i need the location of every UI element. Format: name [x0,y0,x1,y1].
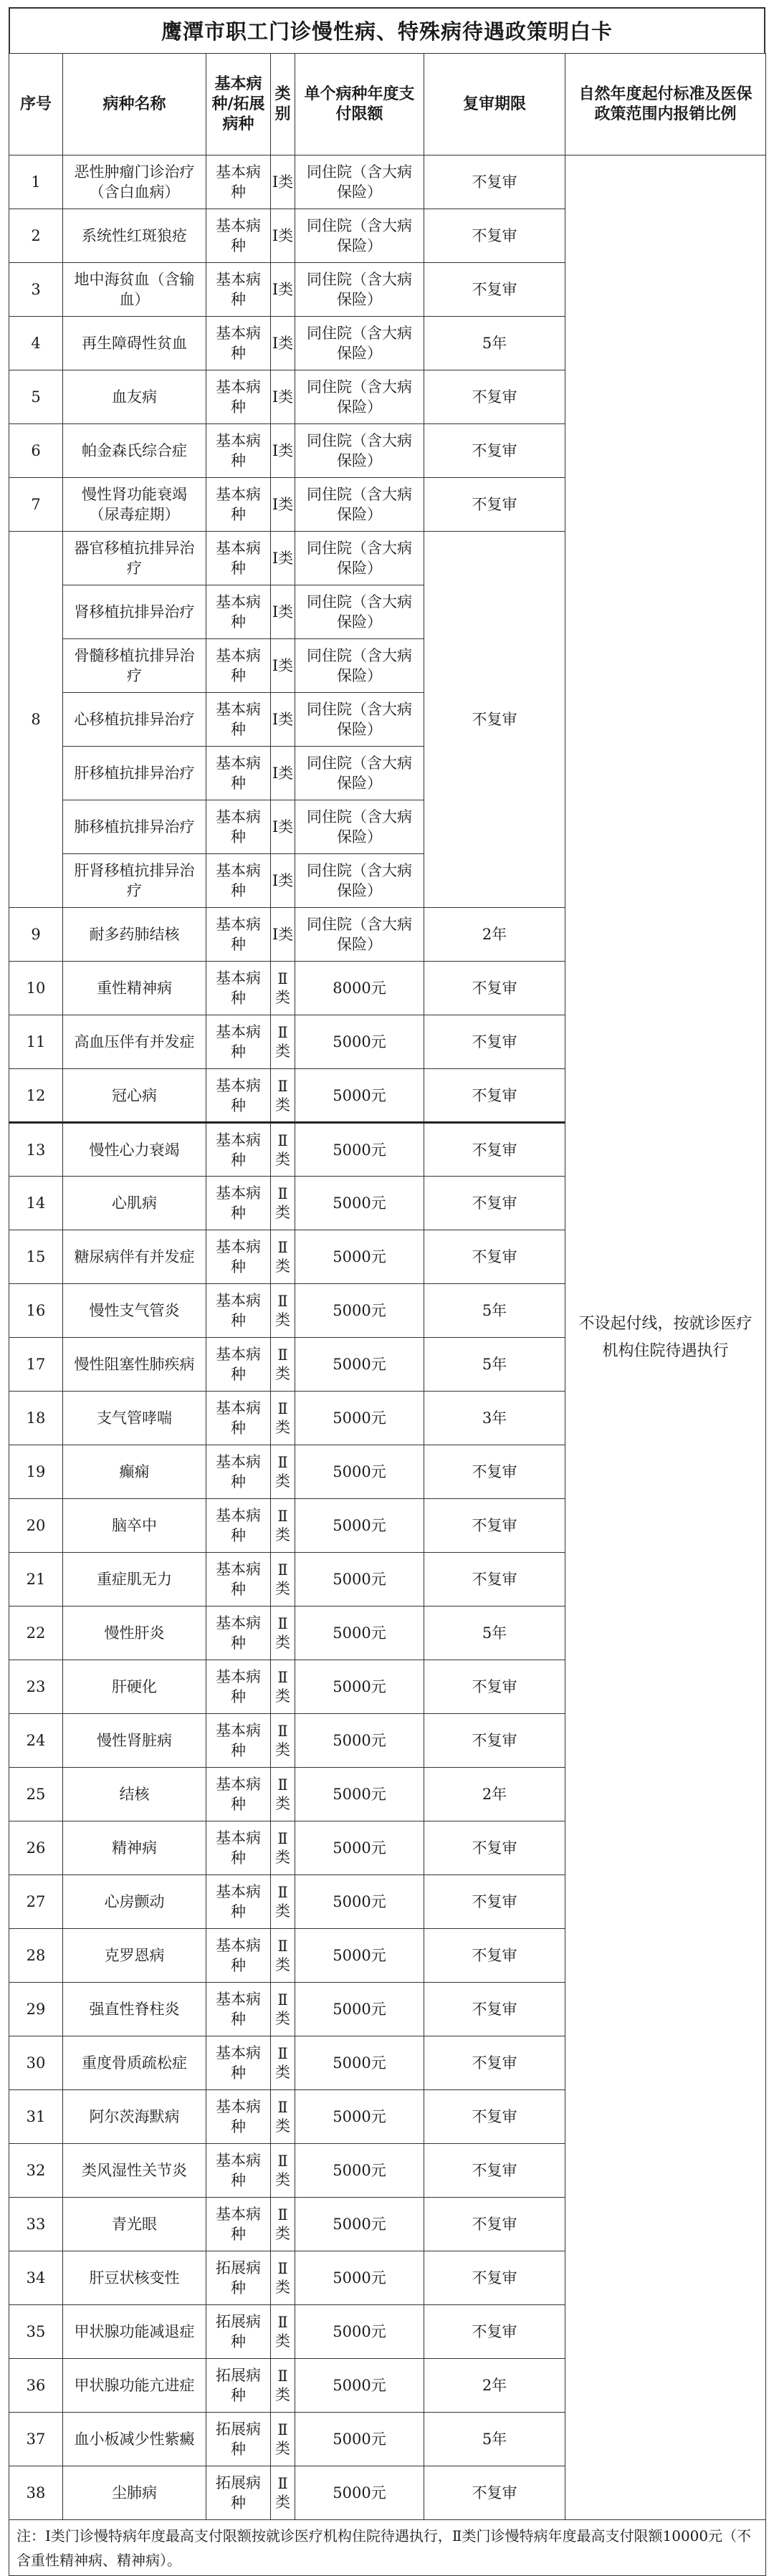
row-name: 肾移植抗排异治疗 [63,585,206,639]
row-limit: 5000元 [295,1768,424,1821]
row-name: 耐多药肺结核 [63,908,206,962]
row-category: Ⅰ类 [271,532,295,585]
row-name: 脑卒中 [63,1499,206,1553]
row-type: 基本病种 [206,1660,271,1714]
row-review: 5年 [424,317,565,370]
row-review: 2年 [424,2359,565,2413]
row-review: 不复审 [424,1123,565,1177]
row-review: 不复审 [424,1660,565,1714]
row-type: 基本病种 [206,370,271,424]
row-review: 不复审 [424,2251,565,2305]
row-category: Ⅱ类 [271,2144,295,2198]
row-type: 基本病种 [206,2090,271,2144]
row-review: 不复审 [424,2036,565,2090]
row-name: 地中海贫血（含输血） [63,263,206,317]
row-type: 基本病种 [206,800,271,854]
row-review: 不复审 [424,1499,565,1553]
row-category: Ⅰ类 [271,209,295,263]
row-category: Ⅰ类 [271,263,295,317]
row-review: 不复审 [424,2198,565,2251]
row-category: Ⅰ类 [271,693,295,747]
row-limit: 5000元 [295,2144,424,2198]
row-name: 强直性脊柱炎 [63,1983,206,2036]
row-limit: 同住院（含大病保险） [295,155,424,209]
row-type: 基本病种 [206,1284,271,1338]
row-category: Ⅱ类 [271,2305,295,2359]
row-seq: 11 [9,1015,63,1069]
row-name: 甲状腺功能亢进症 [63,2359,206,2413]
row-review: 不复审 [424,1875,565,1929]
row-limit: 5000元 [295,1069,424,1123]
row-limit: 同住院（含大病保险） [295,424,424,478]
row-limit: 5000元 [295,1983,424,2036]
row-name: 肝移植抗排异治疗 [63,747,206,800]
row-limit: 5000元 [295,1015,424,1069]
row-name: 慢性肝炎 [63,1607,206,1660]
row-category: Ⅰ类 [271,639,295,693]
row-category: Ⅱ类 [271,1338,295,1392]
row-limit: 5000元 [295,1392,424,1445]
row-category: Ⅰ类 [271,854,295,908]
row-limit: 同住院（含大病保险） [295,478,424,532]
row-type: 基本病种 [206,1875,271,1929]
header-name: 病种名称 [63,54,206,155]
row-limit: 5000元 [295,2251,424,2305]
row-category: Ⅰ类 [271,908,295,962]
row-seq: 6 [9,424,63,478]
row-seq: 16 [9,1284,63,1338]
row-category: Ⅱ类 [271,1177,295,1230]
row-seq: 33 [9,2198,63,2251]
row-seq: 24 [9,1714,63,1768]
row-review: 5年 [424,1607,565,1660]
row-name: 系统性红斑狼疮 [63,209,206,263]
row-limit: 5000元 [295,1714,424,1768]
row-limit: 8000元 [295,962,424,1015]
row-category: Ⅰ类 [271,317,295,370]
row-category: Ⅱ类 [271,1875,295,1929]
row-review: 不复审 [424,1445,565,1499]
row-name: 克罗恩病 [63,1929,206,1983]
row-type: 基本病种 [206,2144,271,2198]
row-limit: 5000元 [295,2466,424,2520]
row-review: 3年 [424,1392,565,1445]
row-name: 心肌病 [63,1177,206,1230]
footnote: 注：Ⅰ类门诊慢特病年度最高支付限额按就诊医疗机构住院待遇执行，Ⅱ类门诊慢特病年度最高支付限额10000元（不含重性精神病、精神病）。 [9,2520,766,2576]
row-type: 基本病种 [206,424,271,478]
row-name: 精神病 [63,1821,206,1875]
row-limit: 5000元 [295,1821,424,1875]
row-type: 基本病种 [206,1015,271,1069]
row-type: 基本病种 [206,209,271,263]
row-name: 慢性阻塞性肺疾病 [63,1338,206,1392]
row-seq: 9 [9,908,63,962]
row-limit: 5000元 [295,2359,424,2413]
row-type: 基本病种 [206,1338,271,1392]
row-seq: 30 [9,2036,63,2090]
row-type: 基本病种 [206,1553,271,1607]
row-category: Ⅱ类 [271,2251,295,2305]
row-seq: 8 [9,532,63,908]
row-type: 基本病种 [206,639,271,693]
row-seq: 31 [9,2090,63,2144]
row-type: 基本病种 [206,1069,271,1123]
row-name: 冠心病 [63,1069,206,1123]
row-name: 阿尔茨海默病 [63,2090,206,2144]
row-name: 重性精神病 [63,962,206,1015]
row-category: Ⅱ类 [271,962,295,1015]
row-review: 不复审 [424,962,565,1015]
row-category: Ⅱ类 [271,1768,295,1821]
row-name: 慢性心力衰竭 [63,1123,206,1177]
row-review: 不复审 [424,2090,565,2144]
row-limit: 5000元 [295,1660,424,1714]
row-review: 不复审 [424,1230,565,1284]
row-name: 类风湿性关节炎 [63,2144,206,2198]
row-type: 基本病种 [206,908,271,962]
row-seq: 19 [9,1445,63,1499]
disease-table [9,53,766,2576]
row-category: Ⅰ类 [271,800,295,854]
row-type: 基本病种 [206,1392,271,1445]
table-row [9,155,766,209]
row-seq: 27 [9,1875,63,1929]
row-name: 肝肾移植抗排异治疗 [63,854,206,908]
row-name: 慢性肾功能衰竭（尿毒症期） [63,478,206,532]
row-category: Ⅱ类 [271,1284,295,1338]
row-seq: 37 [9,2413,63,2466]
row-seq: 26 [9,1821,63,1875]
row-review: 5年 [424,1284,565,1338]
row-category: Ⅱ类 [271,1069,295,1123]
row-category: Ⅱ类 [271,2090,295,2144]
row-name: 器官移植抗排异治疗 [63,532,206,585]
row-seq: 15 [9,1230,63,1284]
row-name: 糖尿病伴有并发症 [63,1230,206,1284]
row-name: 骨髓移植抗排异治疗 [63,639,206,693]
row-limit: 5000元 [295,1123,424,1177]
row-limit: 5000元 [295,2036,424,2090]
row-type: 基本病种 [206,478,271,532]
row-type: 基本病种 [206,2198,271,2251]
row-limit: 5000元 [295,1929,424,1983]
row-type: 基本病种 [206,693,271,747]
row-type: 拓展病种 [206,2413,271,2466]
row-review: 不复审 [424,424,565,478]
row-category: Ⅱ类 [271,2036,295,2090]
row-name: 慢性肾脏病 [63,1714,206,1768]
row-name: 再生障碍性贫血 [63,317,206,370]
row-type: 基本病种 [206,1607,271,1660]
row-limit: 同住院（含大病保险） [295,639,424,693]
row-limit: 5000元 [295,2413,424,2466]
row-limit: 同住院（含大病保险） [295,370,424,424]
row-seq: 35 [9,2305,63,2359]
row-category: Ⅱ类 [271,1983,295,2036]
row-type: 基本病种 [206,2036,271,2090]
row-review: 不复审 [424,263,565,317]
row-seq: 10 [9,962,63,1015]
row-category: Ⅰ类 [271,370,295,424]
row-review: 不复审 [424,2305,565,2359]
row-category: Ⅱ类 [271,1015,295,1069]
row-name: 心房颤动 [63,1875,206,1929]
row-seq: 4 [9,317,63,370]
row-limit: 5000元 [295,2090,424,2144]
row-review: 不复审 [424,1983,565,2036]
row-name: 支气管哮喘 [63,1392,206,1445]
row-type: 基本病种 [206,1177,271,1230]
row-category: Ⅱ类 [271,1821,295,1875]
row-type: 基本病种 [206,1445,271,1499]
row-type: 基本病种 [206,317,271,370]
header-limit: 单个病种年度支付限额 [295,54,424,155]
row-seq: 25 [9,1768,63,1821]
row-type: 拓展病种 [206,2359,271,2413]
row-category: Ⅰ类 [271,478,295,532]
row-seq: 21 [9,1553,63,1607]
row-category: Ⅰ类 [271,424,295,478]
row-category: Ⅱ类 [271,2198,295,2251]
row-type: 基本病种 [206,263,271,317]
row-category: Ⅰ类 [271,747,295,800]
row-seq: 13 [9,1123,63,1177]
row-seq: 14 [9,1177,63,1230]
row-seq: 7 [9,478,63,532]
row-type: 拓展病种 [206,2305,271,2359]
row-review: 不复审 [424,1069,565,1123]
row-review: 不复审 [424,1929,565,1983]
row-category: Ⅱ类 [271,1607,295,1660]
table-body [9,155,766,2520]
row-name: 血友病 [63,370,206,424]
row-category: Ⅱ类 [271,1660,295,1714]
row-review: 不复审 [424,532,565,908]
row-type: 基本病种 [206,532,271,585]
row-limit: 5000元 [295,1607,424,1660]
row-type: 基本病种 [206,1983,271,2036]
row-type: 拓展病种 [206,2466,271,2520]
row-category: Ⅱ类 [271,2413,295,2466]
row-limit: 同住院（含大病保险） [295,532,424,585]
row-name: 帕金森氏综合症 [63,424,206,478]
header-row [9,54,766,155]
row-name: 血小板减少性紫癜 [63,2413,206,2466]
row-name: 重症肌无力 [63,1553,206,1607]
row-seq: 1 [9,155,63,209]
row-seq: 29 [9,1983,63,2036]
row-name: 心移植抗排异治疗 [63,693,206,747]
row-limit: 同住院（含大病保险） [295,908,424,962]
row-seq: 3 [9,263,63,317]
row-review: 不复审 [424,370,565,424]
row-seq: 22 [9,1607,63,1660]
row-name: 结核 [63,1768,206,1821]
row-limit: 同住院（含大病保险） [295,585,424,639]
header-review: 复审期限 [424,54,565,155]
row-limit: 同住院（含大病保险） [295,209,424,263]
policy-card [9,7,765,2576]
header-seq: 序号 [9,54,63,155]
row-review: 不复审 [424,2466,565,2520]
header-type: 基本病种/拓展病种 [206,54,271,155]
row-category: Ⅱ类 [271,1499,295,1553]
row-type: 基本病种 [206,1499,271,1553]
row-category: Ⅰ类 [271,585,295,639]
row-review: 不复审 [424,1553,565,1607]
row-limit: 5000元 [295,1284,424,1338]
row-limit: 5000元 [295,1875,424,1929]
header-category: 类别 [271,54,295,155]
row-limit: 5000元 [295,1445,424,1499]
row-category: Ⅱ类 [271,2466,295,2520]
row-seq: 2 [9,209,63,263]
row-review: 不复审 [424,1177,565,1230]
row-review: 2年 [424,1768,565,1821]
note-row [9,2520,766,2576]
row-review: 不复审 [424,2144,565,2198]
row-review: 不复审 [424,1714,565,1768]
row-name: 尘肺病 [63,2466,206,2520]
row-seq: 38 [9,2466,63,2520]
row-limit: 5000元 [295,1499,424,1553]
row-type: 基本病种 [206,1929,271,1983]
row-seq: 12 [9,1069,63,1123]
row-seq: 32 [9,2144,63,2198]
row-review: 不复审 [424,478,565,532]
row-type: 基本病种 [206,962,271,1015]
row-limit: 同住院（含大病保险） [295,263,424,317]
row-seq: 28 [9,1929,63,1983]
row-name: 甲状腺功能减退症 [63,2305,206,2359]
row-review: 不复审 [424,1015,565,1069]
policy-cell: 不设起付线，按就诊医疗机构住院待遇执行 [565,155,766,2520]
row-limit: 同住院（含大病保险） [295,693,424,747]
row-category: Ⅱ类 [271,1123,295,1177]
row-category: Ⅱ类 [271,1392,295,1445]
row-seq: 17 [9,1338,63,1392]
row-limit: 同住院（含大病保险） [295,747,424,800]
row-limit: 同住院（含大病保险） [295,317,424,370]
row-name: 高血压伴有并发症 [63,1015,206,1069]
row-limit: 5000元 [295,2305,424,2359]
row-limit: 5000元 [295,1230,424,1284]
row-review: 5年 [424,2413,565,2466]
row-review: 5年 [424,1338,565,1392]
row-name: 恶性肿瘤门诊治疗（含白血病） [63,155,206,209]
row-type: 基本病种 [206,747,271,800]
row-category: Ⅱ类 [271,1445,295,1499]
card-title: 鹰潭市职工门诊慢性病、特殊病待遇政策明白卡 [9,7,765,53]
row-type: 基本病种 [206,1230,271,1284]
row-seq: 23 [9,1660,63,1714]
row-limit: 5000元 [295,1553,424,1607]
row-name: 肺移植抗排异治疗 [63,800,206,854]
row-name: 肝豆状核变性 [63,2251,206,2305]
row-name: 癫痫 [63,1445,206,1499]
row-seq: 20 [9,1499,63,1553]
row-category: Ⅰ类 [271,155,295,209]
row-limit: 5000元 [295,2198,424,2251]
row-type: 基本病种 [206,585,271,639]
row-category: Ⅱ类 [271,1929,295,1983]
row-review: 不复审 [424,155,565,209]
row-seq: 34 [9,2251,63,2305]
row-category: Ⅱ类 [271,1714,295,1768]
row-seq: 5 [9,370,63,424]
row-limit: 同住院（含大病保险） [295,800,424,854]
row-type: 基本病种 [206,854,271,908]
row-review: 2年 [424,908,565,962]
row-type: 基本病种 [206,155,271,209]
row-name: 肝硬化 [63,1660,206,1714]
row-name: 青光眼 [63,2198,206,2251]
row-category: Ⅱ类 [271,1553,295,1607]
row-category: Ⅱ类 [271,2359,295,2413]
row-limit: 5000元 [295,1177,424,1230]
row-seq: 36 [9,2359,63,2413]
row-type: 基本病种 [206,1821,271,1875]
row-review: 不复审 [424,209,565,263]
row-type: 基本病种 [206,1714,271,1768]
row-limit: 5000元 [295,1338,424,1392]
row-type: 基本病种 [206,1123,271,1177]
row-limit: 同住院（含大病保险） [295,854,424,908]
row-name: 重度骨质疏松症 [63,2036,206,2090]
row-seq: 18 [9,1392,63,1445]
row-category: Ⅱ类 [271,1230,295,1284]
row-review: 不复审 [424,1821,565,1875]
header-policy: 自然年度起付标准及医保政策范围内报销比例 [565,54,766,155]
row-type: 拓展病种 [206,2251,271,2305]
row-name: 慢性支气管炎 [63,1284,206,1338]
row-type: 基本病种 [206,1768,271,1821]
